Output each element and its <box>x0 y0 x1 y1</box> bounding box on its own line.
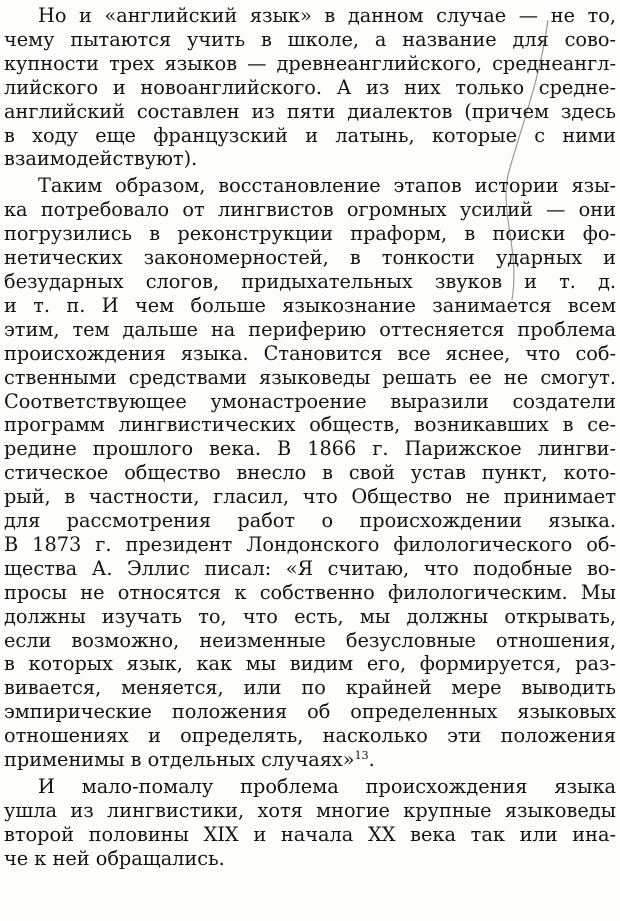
text-line: в которых язык, как мы видим его, формируется, раз- <box>4 652 616 676</box>
sentence-end: . <box>368 748 375 772</box>
text-line: второй половины XIX и начала XX века так или ина- <box>4 822 616 846</box>
text-line: должны изучать то, что есть, мы должны открывать, <box>4 604 616 628</box>
text-line: для рассмотрения работ о происхождении языка. <box>4 509 616 533</box>
text-line: Соответствующее умонастроение выразили создатели <box>4 389 616 413</box>
text-line: рый, в частности, гласил, что Общество не принимает <box>4 485 616 509</box>
text-line: В 1873 г. президент Лондонского филологического об- <box>4 532 616 556</box>
text-line: ственными средствами языковеды решать ее не смогут. <box>4 365 616 389</box>
text-line: Таким образом, восстановление этапов истории язы- <box>38 174 616 198</box>
paragraph-3 <box>4 775 616 871</box>
text-line: этим, тем дальше на периферию оттесняется проблема <box>4 317 616 341</box>
text-line: Но и «английский язык» в данном случае — не то, <box>38 4 616 27</box>
paragraph-1 <box>4 4 616 171</box>
text-line: вивается, меняется, или по крайней мере выводить <box>4 676 616 700</box>
text-line: ка потребовало от лингвистов огромных усилий — они <box>4 198 616 222</box>
text-line: английский составлен из пяти диалектов (причем здесь <box>4 99 616 123</box>
text-line: стическое общество внесло в свой устав пункт, кото- <box>4 461 616 485</box>
text-line: нетических закономерностей, в тонкости ударных и <box>4 246 616 270</box>
text-line: И мало-помалу проблема происхождения языка <box>38 775 616 798</box>
text-line: редине прошлого века. В 1866 г. Парижское лингви- <box>4 437 616 461</box>
text-line: чему пытаются учить в школе, а название для сово- <box>4 27 616 51</box>
text-line: безударных слогов, придыхательных звуков и т. д. <box>4 269 616 293</box>
text-line: в ходу еще французский и латынь, которые с ними <box>4 123 616 147</box>
text-line: погрузились в реконструкции праформ, в поиски фо- <box>4 222 616 246</box>
text-line <box>4 748 616 772</box>
text-line: ушла из лингвистики, хотя многие крупные языковеды <box>4 798 616 822</box>
paragraph-2 <box>4 174 616 772</box>
text-line-content: применимы в отдельных случаях» <box>4 748 355 772</box>
text-line: если возможно, неизменные безусловные отношения, <box>4 628 616 652</box>
text-line: купности трех языков — древнеанглийского, среднеангл- <box>4 51 616 75</box>
text-line: взаимодействуют). <box>4 147 198 171</box>
text-line: щества А. Эллис писал: «Я считаю, что подобные во- <box>4 556 616 580</box>
footnote-reference[interactable]: 13 <box>354 749 369 763</box>
text-line: лийского и новоанглийского. А из них только средне- <box>4 75 616 99</box>
body-text <box>4 4 616 871</box>
text-line: отношениях и определять, насколько эти положения <box>4 724 616 748</box>
text-line: и т. п. И чем больше языкознание занимается всем <box>4 293 616 317</box>
text-line: эмпирические положения об определенных языковых <box>4 700 616 724</box>
text-line: происхождения языка. Становится все яснее, что соб- <box>4 341 616 365</box>
text-line: че к ней обращались. <box>4 846 225 870</box>
text-line: программ лингвистических обществ, возникавших в се- <box>4 413 616 437</box>
text-line: просы не относятся к собственно филологическим. Мы <box>4 580 616 604</box>
